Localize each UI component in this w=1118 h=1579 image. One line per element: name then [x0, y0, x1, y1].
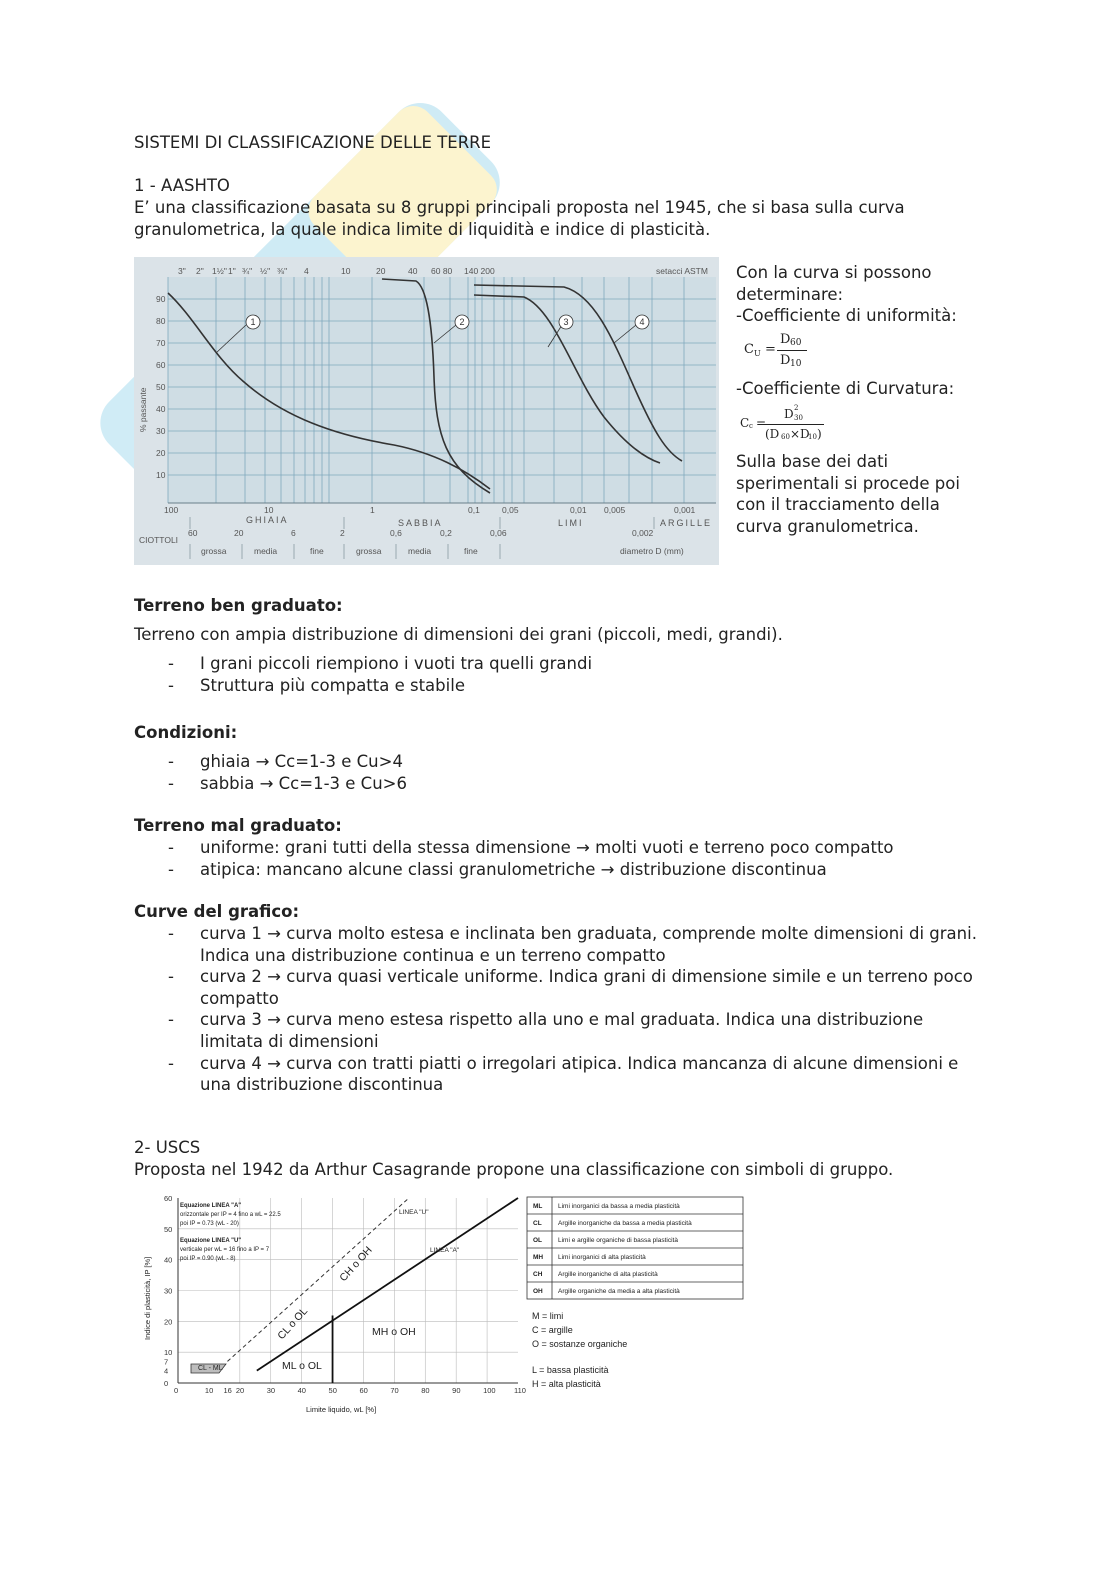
- cc-label: -Coefficiente di Curvatura:: [736, 379, 955, 398]
- list-item: - curva 2 → curva quasi verticale uniforme. Indica grani di dimensione simile e un terreno poco compatto: [168, 967, 973, 1008]
- note-a-line-2: poi IP = 0.73 (wL - 20): [180, 1221, 239, 1227]
- x-tick-label: 30: [266, 1386, 276, 1395]
- x-tick-label: 10: [204, 1386, 214, 1395]
- grading-curve-chart: [134, 257, 719, 565]
- note-u-line-2: poi IP = 0.90 (wL - 8): [180, 1256, 236, 1262]
- sub-ghiaia-media: media: [254, 546, 278, 556]
- region-ch-oh: CH o OH: [337, 1244, 375, 1285]
- curve-label-1: 1: [250, 317, 256, 327]
- limit-0-2: 0,2: [440, 528, 452, 538]
- sieve-label-3-8in: ⅜": [277, 266, 288, 276]
- linea-a-label: LINEA "A": [430, 1247, 460, 1254]
- list-item: - uniforme: grani tutti della stessa dimensione → molti vuoti e terreno poco compatto: [168, 838, 894, 857]
- side-text-2: determinare:: [736, 285, 844, 304]
- aashto-intro-line-1: E’ una classificazione basata su 8 gruppi principali proposta nel 1945, che si basa sulla curva: [134, 198, 905, 217]
- aashto-heading: 1 - AASHTO: [134, 176, 230, 195]
- region-ml-ol: ML o OL: [282, 1360, 322, 1372]
- x-tick-0-1: 0,1: [468, 505, 480, 515]
- sieve-label-140-200: 140 200: [464, 266, 495, 276]
- list-item: - Struttura più compatta e stabile: [168, 675, 465, 695]
- uscs-legend: [526, 1196, 746, 1396]
- sieve-label-2in: 2": [196, 266, 204, 276]
- list-item: - atipica: mancano alcune classi granulometriche → distribuzione discontinua: [168, 859, 827, 879]
- y-tick-10: 10: [156, 470, 166, 480]
- y-tick-label: 60: [164, 1194, 173, 1203]
- sieve-label-10: 10: [341, 266, 351, 276]
- sieve-label-4: 4: [304, 266, 309, 276]
- y-axis-label: % passante: [138, 387, 148, 432]
- x-tick-label: 110: [514, 1386, 526, 1395]
- side-text-6: curva granulometrica.: [736, 517, 919, 536]
- y-tick-label: 40: [164, 1255, 173, 1265]
- x-tick-label: 16: [223, 1386, 232, 1395]
- y-tick-label: 4: [164, 1366, 169, 1376]
- uscs-heading: 2- USCS: [134, 1138, 201, 1157]
- y-tick-label: 50: [164, 1224, 173, 1234]
- class-argille: ARGILLE: [660, 518, 713, 528]
- limit-2: 2: [340, 528, 345, 538]
- x-tick-1: 1: [370, 505, 375, 515]
- mal-graduato-list: [134, 837, 894, 880]
- limit-6: 6: [291, 528, 296, 538]
- key-o: O = sostanze organiche: [532, 1339, 628, 1349]
- curve-label-4: 4: [639, 317, 645, 327]
- legend-code-cl: CL: [533, 1220, 542, 1227]
- key-l: L = bassa plasticità: [532, 1365, 609, 1375]
- y-tick-60: 60: [156, 360, 166, 370]
- limit-0-002: 0,002: [632, 528, 654, 538]
- sieve-label-3in: 3": [178, 266, 186, 276]
- x-tick-label: 0: [174, 1386, 179, 1395]
- uscs-text: Proposta nel 1942 da Arthur Casagrande propone una classificazione con simboli di gruppo.: [134, 1160, 894, 1179]
- y-tick-label: 30: [164, 1286, 173, 1296]
- side-text-4: sperimentali si procede poi: [736, 474, 960, 493]
- list-item: - curva 1 → curva molto estesa e inclinata ben graduata, comprende molte dimensioni di grani. Indica una distribuzione continua e un terreno compatto: [168, 924, 977, 965]
- x-tick-10: 10: [264, 505, 274, 515]
- y-tick-40: 40: [156, 404, 166, 414]
- y-tick-20: 20: [156, 448, 166, 458]
- y-tick-30: 30: [156, 426, 166, 436]
- page-title: SISTEMI DI CLASSIFICAZIONE DELLE TERRE: [134, 133, 492, 152]
- sub-sabbia-grossa: grossa: [356, 546, 382, 556]
- aashto-intro-line-2: granulometrica, la quale indica limite di liquidità e indice di plasticità.: [134, 220, 711, 239]
- x-tick-label: 20: [235, 1386, 245, 1395]
- limit-20: 20: [234, 528, 244, 538]
- x-tick-label: 80: [421, 1386, 430, 1395]
- condizioni-heading: Condizioni:: [134, 723, 238, 742]
- x-tick-0-001: 0,001: [674, 505, 696, 515]
- cu-label: -Coefficiente di uniformità:: [736, 306, 957, 325]
- key-m: M = limi: [532, 1311, 564, 1321]
- side-text-1: Con la curva si possono: [736, 263, 932, 282]
- class-ciottoli: CIOTTOLI: [139, 535, 179, 545]
- note-a-line-1: orizzontale per IP = 4 fino a wL = 22.5: [180, 1212, 281, 1218]
- y-tick-90: 90: [156, 294, 166, 304]
- y-tick-label: 10: [164, 1348, 173, 1358]
- sub-ghiaia-fine: fine: [310, 546, 324, 556]
- plasticity-x-label: Limite liquido, wL [%]: [306, 1405, 377, 1414]
- y-tick-label: 7: [164, 1357, 169, 1367]
- region-cl-ml: CL - ML: [198, 1365, 223, 1372]
- legend-code-ol: OL: [533, 1237, 543, 1244]
- sieve-label-1-2in: ½": [260, 266, 271, 276]
- x-tick-label: 50: [328, 1386, 337, 1395]
- limit-60: 60: [188, 528, 198, 538]
- y-tick-label: 0: [164, 1379, 169, 1388]
- class-limi: LIMI: [558, 518, 584, 528]
- region-cl-ol: CL o OL: [275, 1305, 311, 1343]
- list-item: - curva 3 → curva meno estesa rispetto alla uno e mal graduata. Indica una distribuzione limitata di dimensioni: [168, 1010, 924, 1051]
- y-tick-50: 50: [156, 382, 166, 392]
- x-tick-label: 60: [359, 1386, 368, 1395]
- sub-sabbia-fine: fine: [464, 546, 478, 556]
- list-item: - curva 4 → curva con tratti piatti o irregolari atipica. Indica mancanza di alcune dimensioni e una distribuzione discontinua: [168, 1053, 959, 1095]
- linea-u-label: LINEA "U": [399, 1209, 429, 1216]
- class-ghiaia: GHIAIA: [246, 515, 289, 525]
- ben-graduato-list: [134, 653, 592, 696]
- sieve-label-20: 20: [376, 266, 386, 276]
- note-u-title: Equazione LINEA "U": [180, 1238, 242, 1244]
- legend-desc-cl: Argille inorganiche da bassa a media plasticità: [558, 1220, 692, 1227]
- x-tick-0-01: 0,01: [570, 505, 587, 515]
- legend-desc-ml: Limi inorganici da bassa a media plasticità: [558, 1203, 680, 1210]
- x-tick-label: 90: [452, 1386, 461, 1395]
- diameter-label: diametro D (mm): [620, 546, 684, 556]
- legend-desc-oh: Argille organiche da media a alta plasticità: [558, 1288, 680, 1295]
- x-tick-0-05: 0,05: [502, 505, 519, 515]
- sieve-label-60-80: 60 80: [431, 266, 453, 276]
- legend-code-mh: MH: [533, 1254, 544, 1261]
- legend-code-ml: ML: [533, 1203, 543, 1210]
- mal-graduato-heading: Terreno mal graduato:: [134, 816, 342, 835]
- limit-0-6: 0,6: [390, 528, 402, 538]
- side-text-5: con il tracciamento della: [736, 495, 940, 514]
- x-tick-label: 100: [483, 1386, 496, 1395]
- y-tick-label: 20: [164, 1317, 173, 1327]
- limit-0-06: 0,06: [490, 528, 507, 538]
- sieve-label-1-5in: 1½": [212, 266, 227, 276]
- legend-code-ch: CH: [533, 1271, 543, 1278]
- x-tick-label: 40: [297, 1386, 306, 1395]
- ben-graduato-text: Terreno con ampia distribuzione di dimensioni dei grani (piccoli, medi, grandi).: [134, 625, 783, 644]
- note-u-line-1: verticale per wL = 16 fino a IP = 7: [180, 1247, 270, 1253]
- region-mh-oh: MH o OH: [372, 1326, 416, 1338]
- list-item: - ghiaia → Cc=1-3 e Cu>4: [168, 752, 403, 771]
- curve-label-2: 2: [459, 317, 465, 327]
- x-tick-label: 70: [390, 1386, 399, 1395]
- x-tick-0-005: 0,005: [604, 505, 626, 515]
- sieves-label: setacci ASTM: [656, 266, 708, 276]
- sieve-label-3-4in: ¾": [242, 266, 253, 276]
- list-item: - sabbia → Cc=1-3 e Cu>6: [168, 773, 407, 793]
- sub-sabbia-media: media: [408, 546, 432, 556]
- key-h: H = alta plasticità: [532, 1379, 601, 1389]
- linea-a: [257, 1198, 518, 1371]
- sieve-label-1in: 1": [228, 266, 236, 276]
- sub-ghiaia-grossa: grossa: [201, 546, 227, 556]
- plasticity-y-label: Indice di plasticità, IP [%]: [143, 1256, 152, 1340]
- legend-code-oh: OH: [533, 1288, 543, 1295]
- curve-label-3: 3: [563, 317, 569, 327]
- condizioni-list: [134, 751, 407, 794]
- curve-heading: Curve del grafico:: [134, 902, 300, 921]
- legend-desc-ch: Argille inorganiche di alta plasticità: [558, 1271, 658, 1278]
- y-tick-80: 80: [156, 316, 166, 326]
- key-c: C = argille: [532, 1325, 573, 1335]
- ben-graduato-heading: Terreno ben graduato:: [134, 596, 343, 615]
- side-text-3: Sulla base dei dati: [736, 452, 889, 471]
- legend-desc-ol: Limi e argille organiche di bassa plasticità: [558, 1237, 678, 1244]
- class-sabbia: SABBIA: [398, 518, 443, 528]
- curve-list: [134, 923, 984, 1096]
- legend-desc-mh: Limi inorganici di alta plasticità: [558, 1254, 646, 1261]
- list-item: - I grani piccoli riempiono i vuoti tra quelli grandi: [168, 654, 593, 673]
- note-a-title: Equazione LINEA "A": [180, 1203, 242, 1209]
- y-tick-70: 70: [156, 338, 166, 348]
- plasticity-chart: [134, 1190, 534, 1420]
- x-tick-100: 100: [164, 505, 179, 515]
- sieve-label-40: 40: [408, 266, 418, 276]
